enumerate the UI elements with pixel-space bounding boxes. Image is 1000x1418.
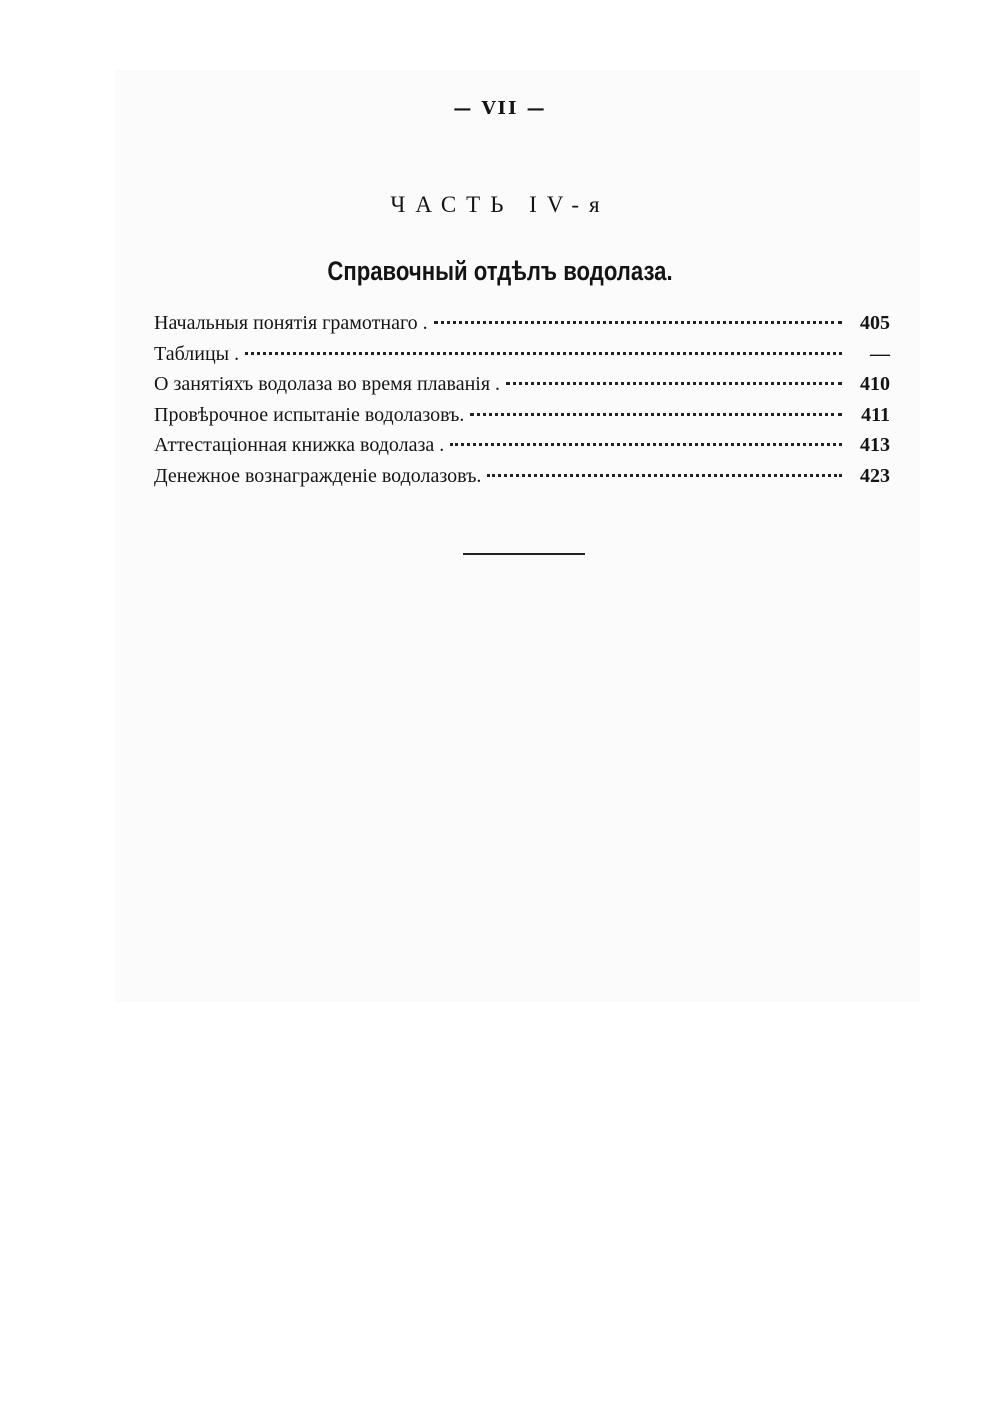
toc-entry bbox=[154, 465, 890, 496]
dot-leader bbox=[450, 443, 842, 446]
toc-entry-title: Аттестаціонная книжка водолаза . bbox=[154, 434, 445, 456]
toc-entry bbox=[154, 434, 890, 465]
page-number: — VII — bbox=[453, 98, 547, 119]
toc-entry-title: Таблицы . bbox=[154, 342, 240, 365]
toc-entry-title: Провѣрочное испытаніе водолазовъ. bbox=[154, 403, 465, 426]
section-end-rule bbox=[463, 553, 585, 555]
part-heading: ЧАСТЬ IV-я bbox=[390, 192, 610, 217]
toc-entry-title: Денежное вознагражденіе водолазовъ. bbox=[154, 464, 482, 487]
toc-entry-page: — bbox=[870, 342, 890, 365]
table-of-contents bbox=[154, 312, 890, 495]
toc-entry-page: 410 bbox=[860, 373, 890, 395]
dot-leader bbox=[487, 474, 842, 477]
toc-entry bbox=[154, 404, 890, 435]
dot-leader bbox=[245, 352, 842, 355]
toc-entry-page: 423 bbox=[860, 464, 890, 487]
section-title: Справочный отдѣлъ водолаза. bbox=[327, 256, 673, 286]
toc-entry bbox=[154, 312, 890, 343]
dot-leader bbox=[470, 413, 842, 416]
toc-entry-title: Начальныя понятія грамотнаго . bbox=[154, 312, 428, 334]
toc-entry-page: 413 bbox=[860, 434, 890, 456]
toc-entry-page: 405 bbox=[860, 312, 890, 334]
toc-entry bbox=[154, 373, 890, 404]
toc-entry-title: О занятіяхъ водолаза во время плаванія . bbox=[154, 373, 501, 395]
toc-entry bbox=[154, 343, 890, 374]
toc-entry-page: 411 bbox=[861, 403, 890, 426]
dot-leader bbox=[434, 321, 842, 324]
dot-leader bbox=[506, 382, 842, 385]
